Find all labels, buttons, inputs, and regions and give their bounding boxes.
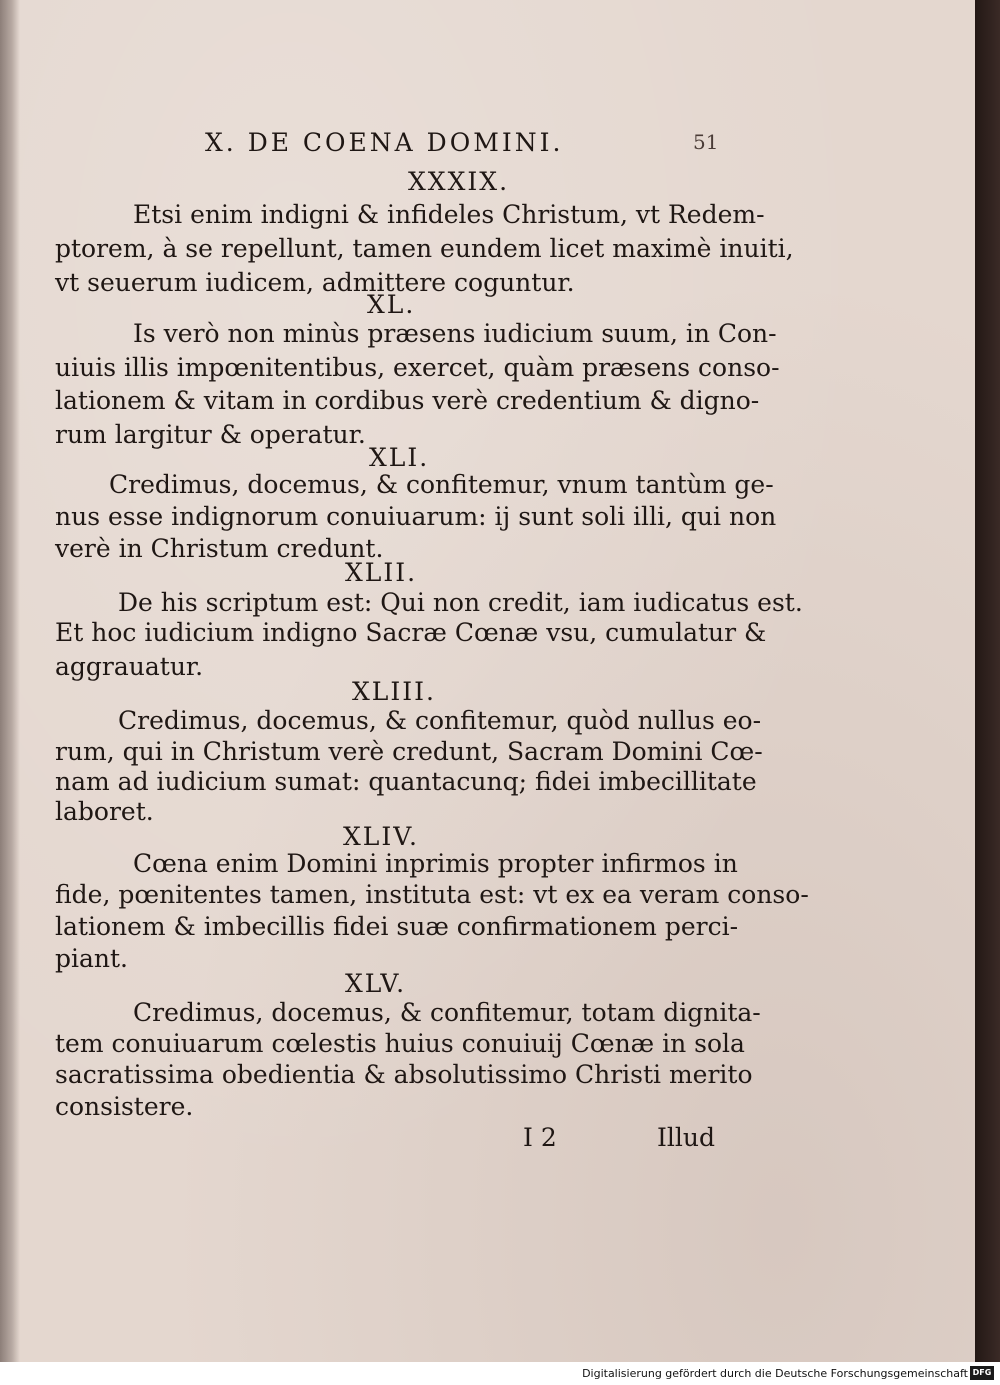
text-line: aggrauatur.	[55, 652, 204, 681]
text-line: sacratissima obedientia & absolutissimo Christi merito	[55, 1060, 753, 1089]
text-line: Etsi enim indigni & infideles Christum, vt Redem-	[133, 200, 765, 229]
text-line: tem conuiuarum cœlestis huius conuiuij Cœnæ in sola	[55, 1029, 745, 1058]
section-number: XLIII.	[352, 677, 436, 706]
text-line: Cœna enim Domini inprimis propter infirmos in	[133, 849, 738, 878]
section-number: XXXIX.	[408, 167, 510, 196]
text-line: lationem & imbecillis fidei suæ confirmationem perci-	[55, 912, 739, 941]
page-number: 51	[693, 130, 719, 154]
section-number: XLII.	[345, 558, 418, 587]
text-line: piant.	[55, 944, 128, 973]
text-line: verè in Christum credunt.	[55, 534, 384, 563]
text-line: vt seuerum iudicem, admittere coguntur.	[55, 268, 575, 297]
text-line: Credimus, docemus, & confitemur, quòd nullus eo-	[118, 706, 762, 735]
text-line: fide, pœnitentes tamen, instituta est: vt ex ea veram conso-	[55, 880, 809, 909]
text-line: laboret.	[55, 797, 154, 826]
signature-mark: I 2	[523, 1123, 557, 1152]
text-line: uiuis illis impœnitentibus, exercet, quàm præsens conso-	[55, 353, 780, 382]
page-gutter-shadow	[0, 0, 20, 1362]
catchword: Illud	[657, 1123, 715, 1152]
running-head-title: X. DE COENA DOMINI.	[205, 128, 564, 157]
text-line: rum largitur & operatur.	[55, 420, 366, 449]
text-line: ptorem, à se repellunt, tamen eundem licet maximè inuiti,	[55, 234, 794, 263]
text-line: rum, qui in Christum verè credunt, Sacram Domini Cœ-	[55, 737, 763, 766]
section-number: XLV.	[345, 969, 407, 998]
text-line: Et hoc iudicium indigno Sacræ Cœnæ vsu, cumulatur &	[55, 618, 767, 647]
section-number: XLI.	[369, 443, 430, 472]
text-line: lationem & vitam in cordibus verè credentium & digno-	[55, 386, 760, 415]
text-line: De his scriptum est: Qui non credit, iam iudicatus est.	[118, 588, 803, 617]
text-line: nam ad iudicium sumat: quantacunq; fidei imbecillitate	[55, 767, 757, 796]
scan-dark-border	[975, 0, 1000, 1362]
text-line: consistere.	[55, 1092, 194, 1121]
section-number: XLIV.	[343, 822, 419, 851]
section-number: XL.	[367, 290, 416, 319]
text-line: nus esse indignorum conuiuarum: ij sunt soli illi, qui non	[55, 502, 777, 531]
text-line: Credimus, docemus, & confitemur, totam dignita-	[133, 998, 761, 1027]
text-line: Credimus, docemus, & confitemur, vnum tantùm ge-	[109, 470, 774, 499]
digitization-credit: Digitalisierung gefördert durch die Deutsche Forschungsgemeinschaft	[582, 1367, 968, 1380]
text-line: Is verò non minùs præsens iudicium suum, in Con-	[133, 319, 777, 348]
dfg-logo-icon: DFG	[970, 1366, 994, 1380]
